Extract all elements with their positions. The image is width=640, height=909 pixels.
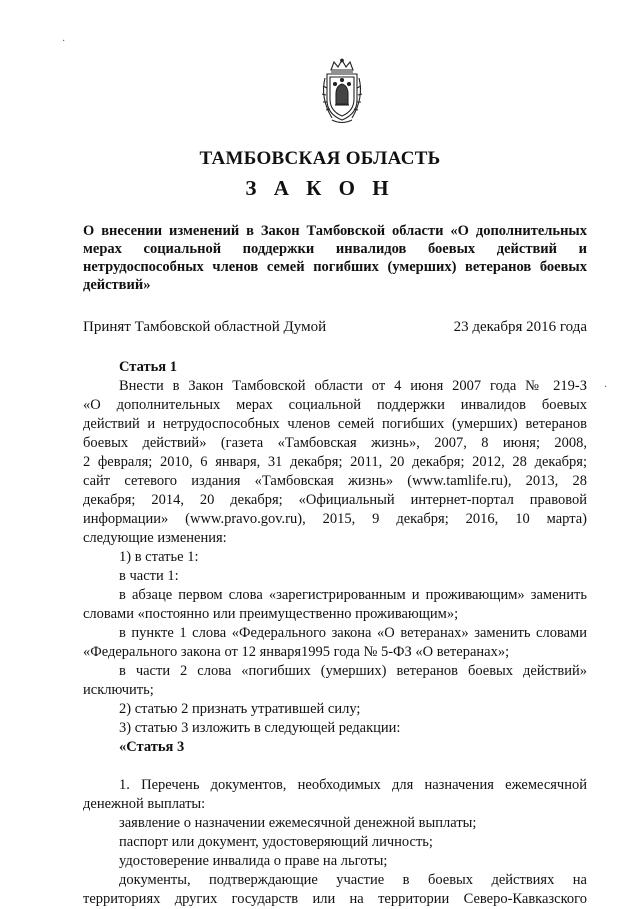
coat-of-arms-emblem — [318, 58, 366, 126]
body-line: 1. Перечень документов, необходимых для назначения ежемесячной — [119, 777, 587, 793]
body-line: паспорт или документ, удостоверяющий личность; — [119, 834, 433, 850]
subject-line: нетрудоспособных членов семей погибших (умерших) ветеранов боевых — [83, 259, 587, 275]
body-line: следующие изменения: — [83, 530, 227, 546]
adoption-date: 23 декабря 2016 года — [453, 319, 587, 335]
body-line: декабря; 2014, 20 декабря; «Официальный интернет-портал правовой — [83, 492, 587, 508]
body-line: документы, подтверждающие участие в боевых действиях на — [119, 872, 587, 888]
body-line: территориях других государств или на территории Северо-Кавказского — [83, 891, 587, 907]
body-line: в абзаце первом слова «зарегистрированным и проживающим» заменить — [119, 587, 587, 603]
law-title: З А К О Н — [245, 176, 395, 200]
law-subject — [83, 222, 587, 294]
body-line: действий и нетрудоспособных членов семей погибших (умерших) ветеранов — [83, 416, 587, 432]
body-line — [83, 757, 587, 776]
subject-line: мерах социальной поддержки инвалидов боевых действий и — [83, 241, 587, 257]
body-line: 1) в статье 1: — [119, 549, 199, 565]
body-line: 2) статью 2 признать утратившей силу; — [119, 701, 361, 717]
body-line: «О дополнительных мерах социальной поддержки инвалидов боевых — [83, 397, 587, 413]
body-line: удостоверение инвалида о праве на льготы; — [119, 853, 388, 869]
body-line: «Федерального закона от 12 января1995 года № 5-ФЗ «О ветеранах»; — [83, 644, 510, 660]
body-line: сайт сетевого издания «Тамбовская жизнь» (www.tamlife.ru), 2013, 28 — [83, 473, 587, 489]
body-line: словами «постоянно или преимущественно проживающим»; — [83, 606, 459, 622]
body-line: Внести в Закон Тамбовской области от 4 июня 2007 года № 219-З — [119, 378, 587, 394]
scan-dot: · — [604, 382, 608, 393]
region-title: ТАМБОВСКАЯ ОБЛАСТЬ — [199, 148, 441, 169]
adopted-by: Принят Тамбовской областной Думой — [83, 319, 327, 335]
body-line: в пункте 1 слова «Федерального закона «О ветеранах» заменить словами — [119, 625, 587, 641]
body-line: денежной выплаты: — [83, 796, 206, 812]
body-line: заявление о назначении ежемесячной денежной выплаты; — [119, 815, 477, 831]
body-line: 2 февраля; 2010, 6 января, 31 декабря; 2011, 20 декабря; 2012, 28 декабря; — [83, 454, 587, 470]
body-line: исключить; — [83, 682, 154, 698]
subject-line: действий» — [83, 277, 151, 293]
body-line: «Статья 3 — [119, 739, 185, 755]
subject-line: О внесении изменений в Закон Тамбовской области «О дополнительных — [83, 223, 587, 239]
body-line: в части 1: — [119, 568, 179, 584]
body-line: информации» (www.pravo.gov.ru), 2015, 9 декабря; 2016, 10 марта) — [83, 511, 587, 527]
law-body — [83, 358, 587, 909]
body-line: 3) статью 3 изложить в следующей редакции: — [119, 720, 401, 736]
body-line: Статья 1 — [119, 359, 177, 375]
body-line: в части 2 слова «погибших (умерших) ветеранов боевых действий» — [119, 663, 587, 679]
scan-dot: · — [62, 36, 66, 47]
body-line: боевых действий» (газета «Тамбовская жизнь», 2007, 8 июня; 2008, — [83, 435, 587, 451]
